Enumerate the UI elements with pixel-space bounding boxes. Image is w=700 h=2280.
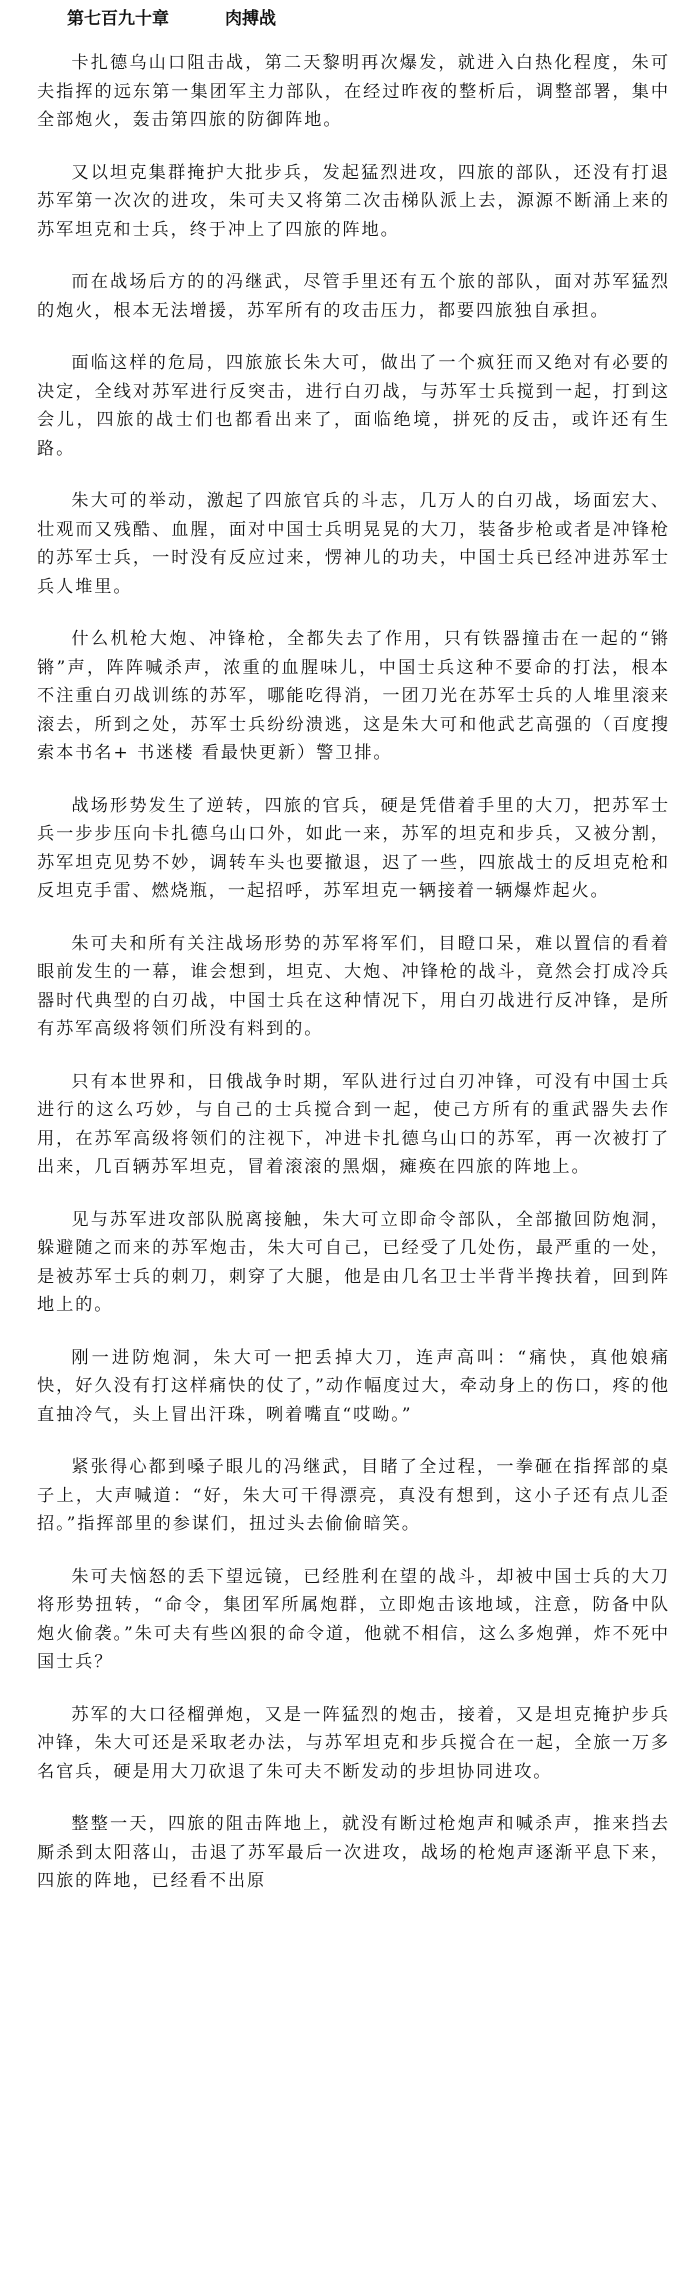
paragraph: 朱可夫恼怒的丢下望远镜，已经胜利在望的战斗，却被中国士兵的大刀将形势扭转，“命令，集团军所属炮群，立即炮击该地域，注意，防备中队炮火偷袭。”朱可夫有些凶狠的命令道，他就不相信，这么多炮弹，炸不死中国士兵？ bbox=[37, 1566, 670, 1672]
paragraph: 卡扎德乌山口阻击战，第二天黎明再次爆发，就进入白热化程度，朱可夫指挥的远东第一集团军主力部队，在经过昨夜的整析后，调整部署，集中全部炮火，轰击第四旅的防御阵地。 bbox=[37, 53, 670, 130]
paragraph: 什么机枪大炮、冲锋枪，全都失去了作用，只有铁器撞击在一起的“锵锵”声，阵阵喊杀声，浓重的血腥味儿，中国士兵这种不要命的打法，根本不注重白刃战训练的苏军，哪能吃得消，一团刀光在苏军士兵的人堆里滚来滚去，所到之处，苏军士兵纷纷溃逃，这是朱大可和他武艺高强的（百度搜索本书名+ 书迷楼 看最快更新）警卫排。 bbox=[37, 629, 670, 763]
paragraph: 朱可夫和所有关注战场形势的苏军将军们，目瞪口呆，难以置信的看着眼前发生的一幕，谁会想到，坦克、大炮、冲锋枪的战斗，竟然会打成冷兵器时代典型的白刃战，中国士兵在这种情况下，用白刃战进行反冲锋，是所有苏军高级将领们所没有料到的。 bbox=[37, 933, 670, 1039]
paragraph: 只有本世界和，日俄战争时期，军队进行过白刃冲锋，可没有中国士兵进行的这么巧妙，与自己的士兵搅合到一起，使己方所有的重武器失去作用，在苏军高级将领们的注视下，冲进卡扎德乌山口的苏军，再一次被打了出来，几百辆苏军坦克，冒着滚滚的黑烟，瘫痪在四旅的阵地上。 bbox=[37, 1071, 670, 1177]
paragraph: 战场形势发生了逆转，四旅的官兵，硬是凭借着手里的大刀，把苏军士兵一步步压向卡扎德乌山口外，如此一来，苏军的坦克和步兵，又被分割，苏军坦克见势不妙，调转车头也要撤退，迟了一些，四旅战士的反坦克枪和反坦克手雷、燃烧瓶，一起招呼，苏军坦克一辆接着一辆爆炸起火。 bbox=[37, 795, 670, 901]
paragraph: 整整一天，四旅的阻击阵地上，就没有断过枪炮声和喊杀声，推来挡去厮杀到太阳落山，击退了苏军最后一次进攻，战场的枪炮声逐渐平息下来，四旅的阵地，已经看不出原 bbox=[37, 1814, 670, 1891]
paragraph: 朱大可的举动，激起了四旅官兵的斗志，几万人的白刃战，场面宏大、壮观而又残酷、血腥，面对中国士兵明晃晃的大刀，装备步枪或者是冲锋枪的苏军士兵，一时没有反应过来，愣神儿的功夫，中国士兵已经冲进苏军士兵人堆里。 bbox=[37, 491, 670, 597]
paragraph: 刚一进防炮洞，朱大可一把丢掉大刀，连声高叫：“痛快，真他娘痛快，好久没有打这样痛快的仗了，”动作幅度过大，牵动身上的伤口，疼的他直抽冷气，头上冒出汗珠，咧着嘴直“哎呦。” bbox=[37, 1347, 670, 1425]
chapter-number: 第七百九十章 bbox=[67, 9, 169, 29]
paragraph: 紧张得心都到嗓子眼儿的冯继武，目睹了全过程，一拳砸在指挥部的桌子上，大声喊道：“好，朱大可干得漂亮，真没有想到，这小子还有点儿歪招。”指挥部里的参谋们，扭过头去偷偷暗笑。 bbox=[37, 1457, 670, 1534]
paragraph: 又以坦克集群掩护大批步兵，发起猛烈进攻，四旅的部队，还没有打退苏军第一次次的进攻，朱可夫又将第二次击梯队派上去，源源不断涌上来的苏军坦克和士兵，终于冲上了四旅的阵地。 bbox=[37, 162, 670, 240]
paragraph: 面临这样的危局，四旅旅长朱大可，做出了一个疯狂而又绝对有必要的决定，全线对苏军进行反突击，进行白刃战，与苏军士兵搅到一起，打到这会儿，四旅的战士们也都看出来了，面临绝境，拼死的反击，或许还有生路。 bbox=[37, 353, 670, 459]
paragraph: 见与苏军进攻部队脱离接触，朱大可立即命令部队，全部撤回防炮洞，躲避随之而来的苏军炮击，朱大可自己，已经受了几处伤，最严重的一处，是被苏军士兵的刺刀，刺穿了大腿，他是由几名卫士半背半搀扶着，回到阵地上的。 bbox=[37, 1209, 670, 1315]
paragraph: 苏军的大口径榴弹炮，又是一阵猛烈的炮击，接着，又是坦克掩护步兵冲锋，朱大可还是采取老办法，与苏军坦克和步兵搅合在一起，全旅一万多名官兵，硬是用大刀砍退了朱可夫不断发动的步坦协同进攻。 bbox=[37, 1704, 670, 1782]
paragraph: 而在战场后方的的冯继武，尽管手里还有五个旅的部队，面对苏军猛烈的炮火，根本无法增援，苏军所有的攻击压力，都要四旅独自承担。 bbox=[37, 272, 670, 321]
chapter-name: 肉搏战 bbox=[225, 9, 276, 29]
chapter-title bbox=[37, 6, 670, 32]
